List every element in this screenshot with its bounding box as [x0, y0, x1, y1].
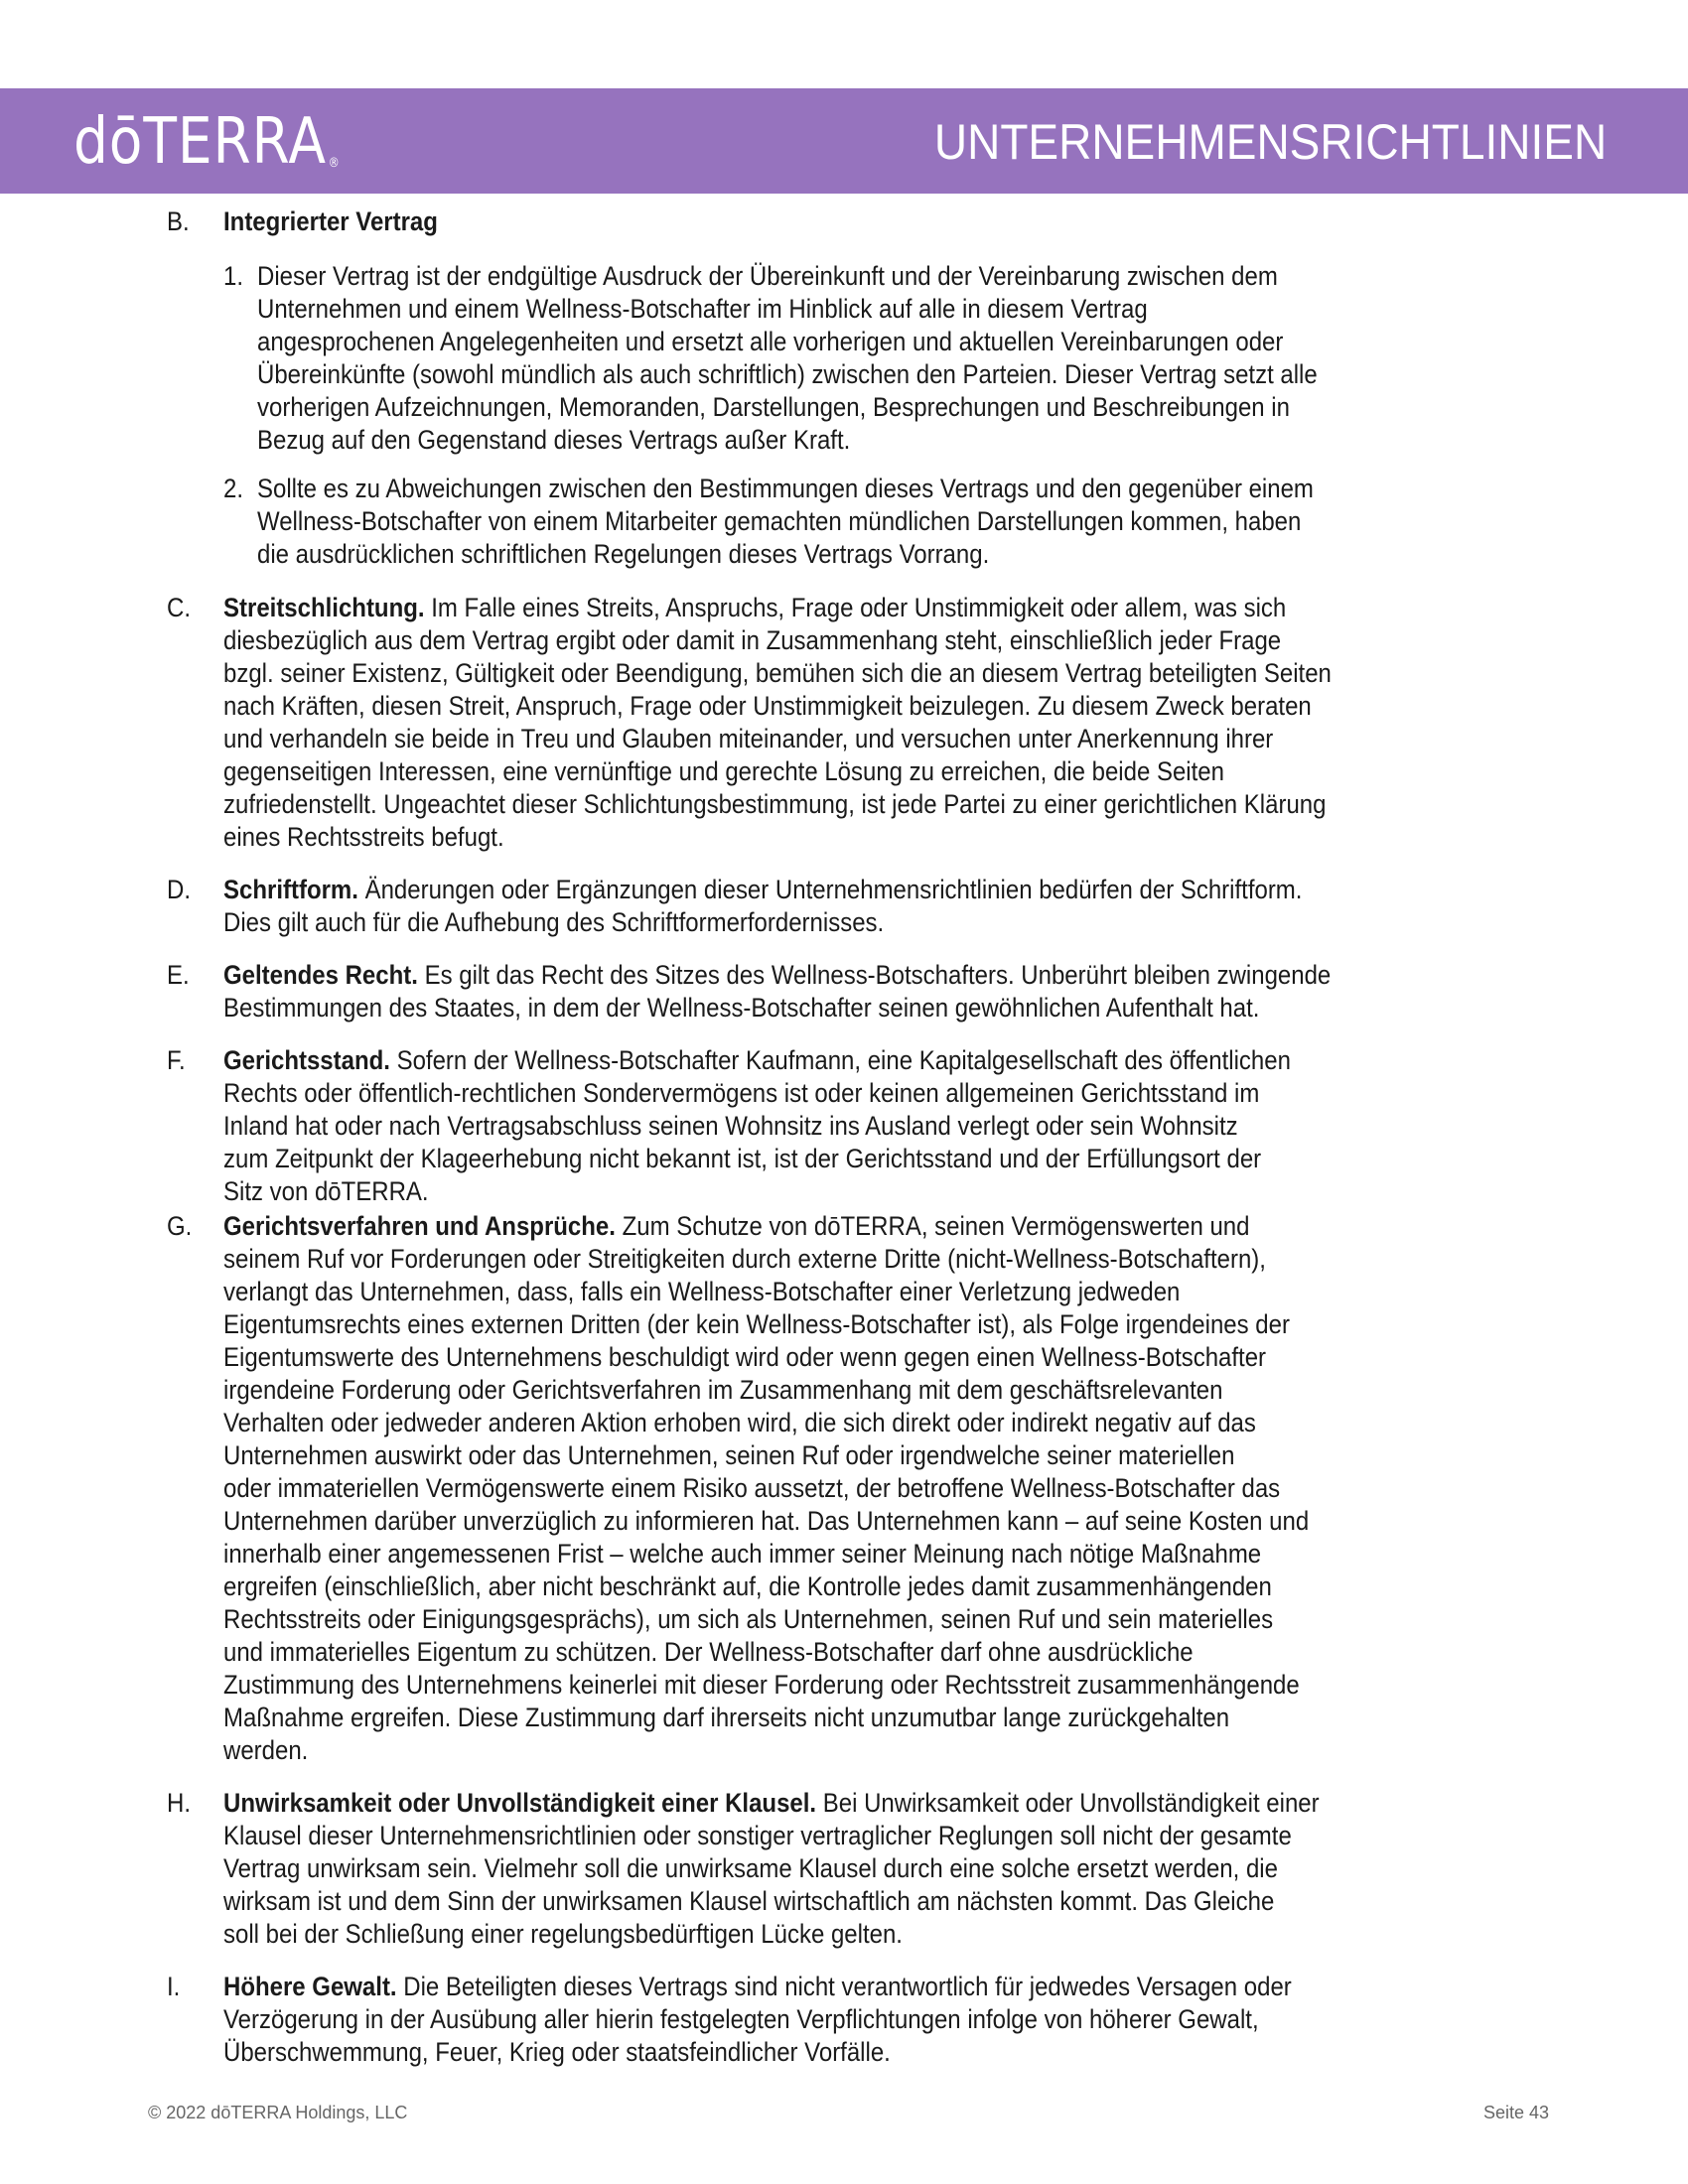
section-c-first-line	[223, 592, 1286, 624]
section-g-line: irgendeine Forderung oder Gerichtsverfahren im Zusammenhang mit dem geschäftsrelevanten	[223, 1375, 1223, 1405]
brand-name: dōTERRA	[73, 105, 327, 179]
section-e-first-line	[223, 959, 1331, 992]
subitem-1-line: vorherigen Aufzeichnungen, Memoranden, Darstellungen, Besprechungen und Beschreibungen in	[257, 392, 1290, 422]
subitem-1-line: Bezug auf den Gegenstand dieses Vertrags außer Kraft.	[257, 425, 851, 455]
section-d-first-line	[223, 874, 1302, 906]
section-h-line: soll bei der Schließung einer regelungsbedürftigen Lücke gelten.	[223, 1919, 903, 1949]
section-g-line: und immaterielles Eigentum zu schützen. Der Wellness-Botschafter darf ohne ausdrückliche	[223, 1637, 1194, 1667]
section-h-text: Bei Unwirksamkeit oder Unvollständigkeit einer	[816, 1788, 1320, 1818]
section-i-line: Verzögerung in der Ausübung aller hierin festgelegten Verpflichtungen infolge von höherer Gewalt,	[223, 2004, 1259, 2034]
header-band	[0, 88, 1688, 194]
section-g-line: oder immateriellen Vermögenswerte einem Risiko aussetzt, der betroffene Wellness-Botschafter das	[223, 1473, 1281, 1503]
section-d-line: Dies gilt auch für die Aufhebung des Schriftformerfordernisses.	[223, 907, 885, 937]
footer-page-number: Seite 43	[1482, 2103, 1549, 2122]
section-heading-i: Höhere Gewalt.	[223, 1972, 397, 2001]
section-g-line: Zustimmung des Unternehmens keinerlei mit dieser Forderung oder Rechtsstreit zusammenhängende	[223, 1670, 1300, 1700]
section-c-line: bzgl. seiner Existenz, Gültigkeit oder Beendigung, bemühen sich die an diesem Vertrag beteiligten Seiten	[223, 658, 1332, 688]
section-f-line: zum Zeitpunkt der Klageerhebung nicht bekannt ist, ist der Gerichtsstand und der Erfüllungsort der	[223, 1144, 1262, 1173]
section-g-line: Unternehmen auswirkt oder das Unternehmen, seinen Ruf oder irgendwelche seiner materiellen	[223, 1440, 1235, 1470]
subitem-marker-1: 1.	[223, 261, 244, 291]
footer-copyright: © 2022 dōTERRA Holdings, LLC	[148, 2103, 408, 2122]
section-marker-i: I.	[167, 1972, 181, 2001]
section-g-line: innerhalb einer angemessenen Frist – welche auch immer seiner Meinung nach nötige Maßnahme	[223, 1539, 1262, 1569]
section-i-first-line	[223, 1971, 1292, 2003]
section-c-line: nach Kräften, diesen Streit, Anspruch, Frage oder Unstimmigkeit beizulegen. Zu diesem Zweck beraten	[223, 691, 1312, 721]
section-g-line: ergreifen (einschließlich, aber nicht beschränkt auf, die Kontrolle jedes damit zusammenhängenden	[223, 1571, 1272, 1601]
section-e-line: Bestimmungen des Staates, in dem der Wellness-Botschafter seinen gewöhnlichen Aufenthalt hat.	[223, 993, 1260, 1023]
section-g-line: Unternehmen darüber unverzüglich zu informieren hat. Das Unternehmen kann – auf seine Kosten und	[223, 1506, 1310, 1536]
section-g-line: Verhalten oder jedweder anderen Aktion erhoben wird, die sich direkt oder indirekt negativ auf das	[223, 1408, 1256, 1437]
section-g-line: Eigentumsrechts eines externen Dritten (der kein Wellness-Botschafter ist), als Folge irgendeines der	[223, 1309, 1290, 1339]
section-heading-e: Geltendes Recht.	[223, 960, 418, 990]
section-g-line: seinem Ruf vor Forderungen oder Streitigkeiten durch externe Dritte (nicht-Wellness-Botschaftern),	[223, 1244, 1266, 1274]
section-d-text: Änderungen oder Ergänzungen dieser Unternehmensrichtlinien bedürfen der Schriftform.	[357, 875, 1303, 904]
brand-logo	[73, 94, 341, 190]
section-i-text: Die Beteiligten dieses Vertrags sind nicht verantwortlich für jedwedes Versagen oder	[396, 1972, 1292, 2001]
section-h-line: Vertrag unwirksam sein. Vielmehr soll die unwirksame Klausel durch eine solche ersetzt werden, die	[223, 1853, 1278, 1883]
section-g-text: Zum Schutze von dōTERRA, seinen Vermögenswerten und	[615, 1211, 1250, 1241]
document-title: UNTERNEHMENSRICHTLINIEN	[933, 114, 1607, 170]
section-heading-d: Schriftform.	[223, 875, 358, 904]
registered-mark-icon: ®	[328, 156, 341, 171]
section-g-line: Rechtsstreits oder Einigungsgesprächs), um sich als Unternehmen, seinen Ruf und sein materielles	[223, 1604, 1274, 1634]
section-e-text: Es gilt das Recht des Sitzes des Wellness-Botschafters. Unberührt bleiben zwingende	[417, 960, 1332, 990]
section-h-first-line	[223, 1787, 1320, 1820]
section-f-first-line	[223, 1044, 1291, 1077]
section-heading-text: Integrierter Vertrag	[223, 206, 438, 236]
section-heading-h: Unwirksamkeit oder Unvollständigkeit einer Klausel.	[223, 1788, 817, 1818]
subitem-2-line: Wellness-Botschafter von einem Mitarbeiter gemachten mündlichen Darstellungen kommen, haben	[257, 506, 1302, 536]
section-c-line: und verhandeln sie beide in Treu und Glauben miteinander, und versuchen unter Anerkennung ihrer	[223, 724, 1274, 753]
section-f-line: Inland hat oder nach Vertragsabschluss seinen Wohnsitz ins Ausland verlegt oder sein Wohnsitz	[223, 1111, 1238, 1141]
section-heading-g: Gerichtsverfahren und Ansprüche.	[223, 1211, 616, 1241]
section-g-line: werden.	[223, 1735, 309, 1765]
section-i-line: Überschwemmung, Feuer, Krieg oder staatsfeindlicher Vorfälle.	[223, 2037, 891, 2067]
section-marker-h: H.	[167, 1788, 191, 1818]
section-g-first-line	[223, 1210, 1249, 1243]
section-c-text: Im Falle eines Streits, Anspruchs, Frage oder Unstimmigkeit oder allem, was sich	[424, 593, 1287, 622]
subitem-marker-2: 2.	[223, 474, 244, 503]
section-heading-b	[223, 205, 438, 238]
section-c-line: gegenseitigen Interessen, eine vernünftige und gerechte Lösung zu erreichen, die beide Seiten	[223, 756, 1224, 786]
section-g-line: verlangt das Unternehmen, dass, falls ein Wellness-Botschafter einer Verletzung jedweden	[223, 1277, 1181, 1306]
section-f-text: Sofern der Wellness-Botschafter Kaufmann, eine Kapitalgesellschaft des öffentlichen	[389, 1045, 1291, 1075]
section-marker-b: B.	[167, 206, 190, 236]
section-marker-f: F.	[167, 1045, 186, 1075]
section-g-line: Eigentumswerte des Unternehmens beschuldigt wird oder wenn gegen einen Wellness-Botschafter	[223, 1342, 1267, 1372]
section-marker-d: D.	[167, 875, 191, 904]
subitem-1-line: Dieser Vertrag ist der endgültige Ausdruck der Übereinkunft und der Vereinbarung zwischen dem	[257, 261, 1278, 291]
subitem-1-line: Übereinkünfte (sowohl mündlich als auch schriftlich) zwischen den Parteien. Dieser Vertrag setzt alle	[257, 359, 1318, 389]
section-marker-c: C.	[167, 593, 191, 622]
subitem-2-line: die ausdrücklichen schriftlichen Regelungen dieses Vertrags Vorrang.	[257, 539, 990, 569]
section-c-line: zufriedenstellt. Ungeachtet dieser Schlichtungsbestimmung, ist jede Partei zu einer gerichtlichen Klärung	[223, 789, 1327, 819]
subitem-1-line: Unternehmen und einem Wellness-Botschafter im Hinblick auf alle in diesem Vertrag	[257, 294, 1148, 324]
section-h-line: wirksam ist und dem Sinn der unwirksamen Klausel wirtschaftlich am nächsten kommt. Das Gleiche	[223, 1886, 1275, 1916]
subitem-1-line: angesprochenen Angelegenheiten und ersetzt alle vorherigen und aktuellen Vereinbarungen oder	[257, 327, 1284, 356]
section-c-line: diesbezüglich aus dem Vertrag ergibt oder damit in Zusammenhang steht, einschließlich jeder Frage	[223, 625, 1282, 655]
section-heading-c: Streitschlichtung.	[223, 593, 425, 622]
section-h-line: Klausel dieser Unternehmensrichtlinien oder sonstiger vertraglicher Reglungen soll nicht der gesamte	[223, 1821, 1292, 1850]
section-g-line: Maßnahme ergreifen. Diese Zustimmung darf ihrerseits nicht unzumutbar lange zurückgehalten	[223, 1703, 1230, 1732]
section-f-line: Rechts oder öffentlich-rechtlichen Sondervermögens ist oder keinen allgemeinen Gerichtsstand im	[223, 1078, 1260, 1108]
section-c-line: eines Rechtsstreits befugt.	[223, 822, 504, 852]
subitem-2-line: Sollte es zu Abweichungen zwischen den Bestimmungen dieses Vertrags und den gegenüber einem	[257, 474, 1314, 503]
section-heading-f: Gerichtsstand.	[223, 1045, 390, 1075]
section-marker-e: E.	[167, 960, 190, 990]
section-marker-g: G.	[167, 1211, 193, 1241]
section-f-line: Sitz von dōTERRA.	[223, 1176, 429, 1206]
